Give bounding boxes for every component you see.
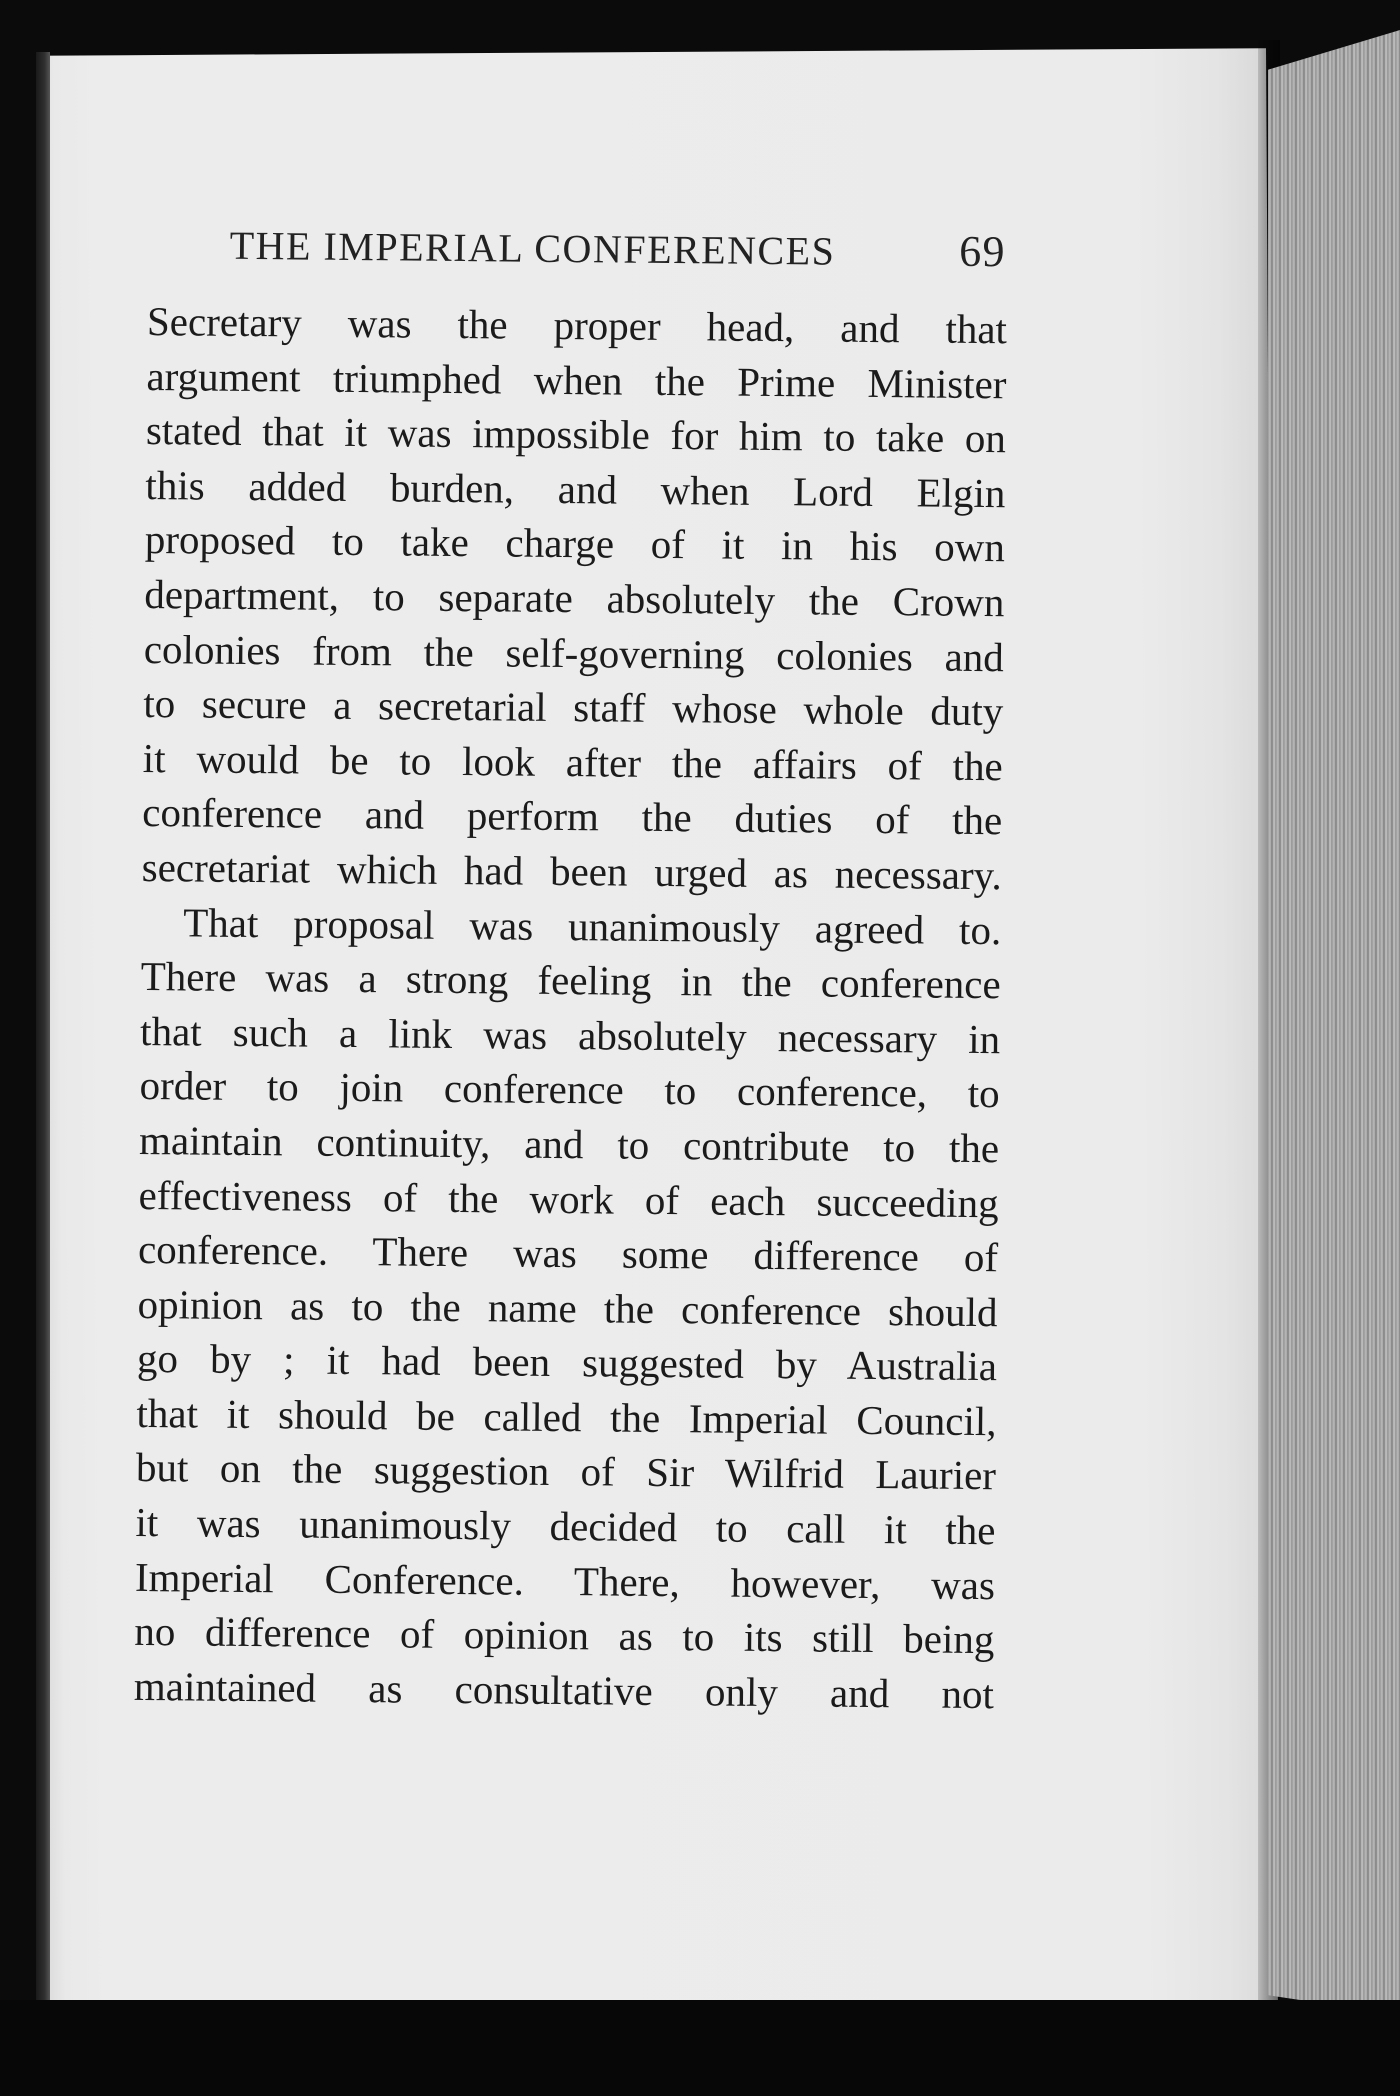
text-line: it would be to look after the affairs of the xyxy=(142,734,1003,789)
text-line: go by ; it had been suggested by Australia xyxy=(136,1335,998,1390)
text-line: but on the suggestion of Sir Wilfrid Laurier xyxy=(135,1444,997,1499)
text-line: argument triumphed when the Prime Minister xyxy=(146,352,1007,407)
text-line: this added burden, and when Lord Elgin xyxy=(145,461,1006,517)
text-line: department, to separate absolutely the Crown xyxy=(144,570,1005,626)
text-line: conference. There was some difference of xyxy=(137,1226,999,1281)
text-line-paragraph-start: That proposal was unanimously agreed to. xyxy=(183,898,1002,953)
text-line: maintain continuity, and to contribute to the xyxy=(138,1116,1000,1172)
text-line: it was unanimously decided to call it the xyxy=(135,1499,996,1554)
page-number: 69 xyxy=(959,226,1006,277)
text-line: maintained as consultative only and not xyxy=(133,1662,995,1718)
text-line: colonies from the self-governing colonies and xyxy=(143,625,1005,680)
text-line: stated that it was impossible for him to take on xyxy=(145,407,1007,462)
text-line: proposed to take charge of it in his own xyxy=(144,516,1006,571)
book-spine-edge xyxy=(36,52,50,2012)
text-line: order to join conference to conference, to xyxy=(139,1062,1000,1117)
text-line: conference and perform the duties of the xyxy=(142,789,1003,844)
text-line: effectiveness of the work of each succeeding xyxy=(138,1171,999,1226)
text-line: Secretary was the proper head, and that xyxy=(146,297,1008,353)
text-line: secretariat which had been urged as necessary. xyxy=(141,843,1002,899)
text-line: to secure a secretarial staff whose whole duty xyxy=(143,680,1004,735)
page-stack-edges xyxy=(1268,30,1400,2015)
text-line: There was a strong feeling in the conference xyxy=(140,953,1001,1008)
text-line: opinion as to the name the conference should xyxy=(137,1280,998,1335)
page-text-block xyxy=(134,218,1008,1722)
text-line: no difference of opinion as to its still being xyxy=(134,1608,995,1663)
body-text xyxy=(134,294,1008,1722)
text-line: that it should be called the Imperial Council, xyxy=(136,1389,997,1445)
text-line: Imperial Conference. There, however, was xyxy=(134,1553,996,1608)
bottom-shadow xyxy=(0,2000,1400,2096)
running-head xyxy=(147,218,1008,302)
text-line: that such a link was absolutely necessary in xyxy=(139,1007,1001,1062)
running-head-title: THE IMPERIAL CONFERENCES xyxy=(229,222,836,274)
